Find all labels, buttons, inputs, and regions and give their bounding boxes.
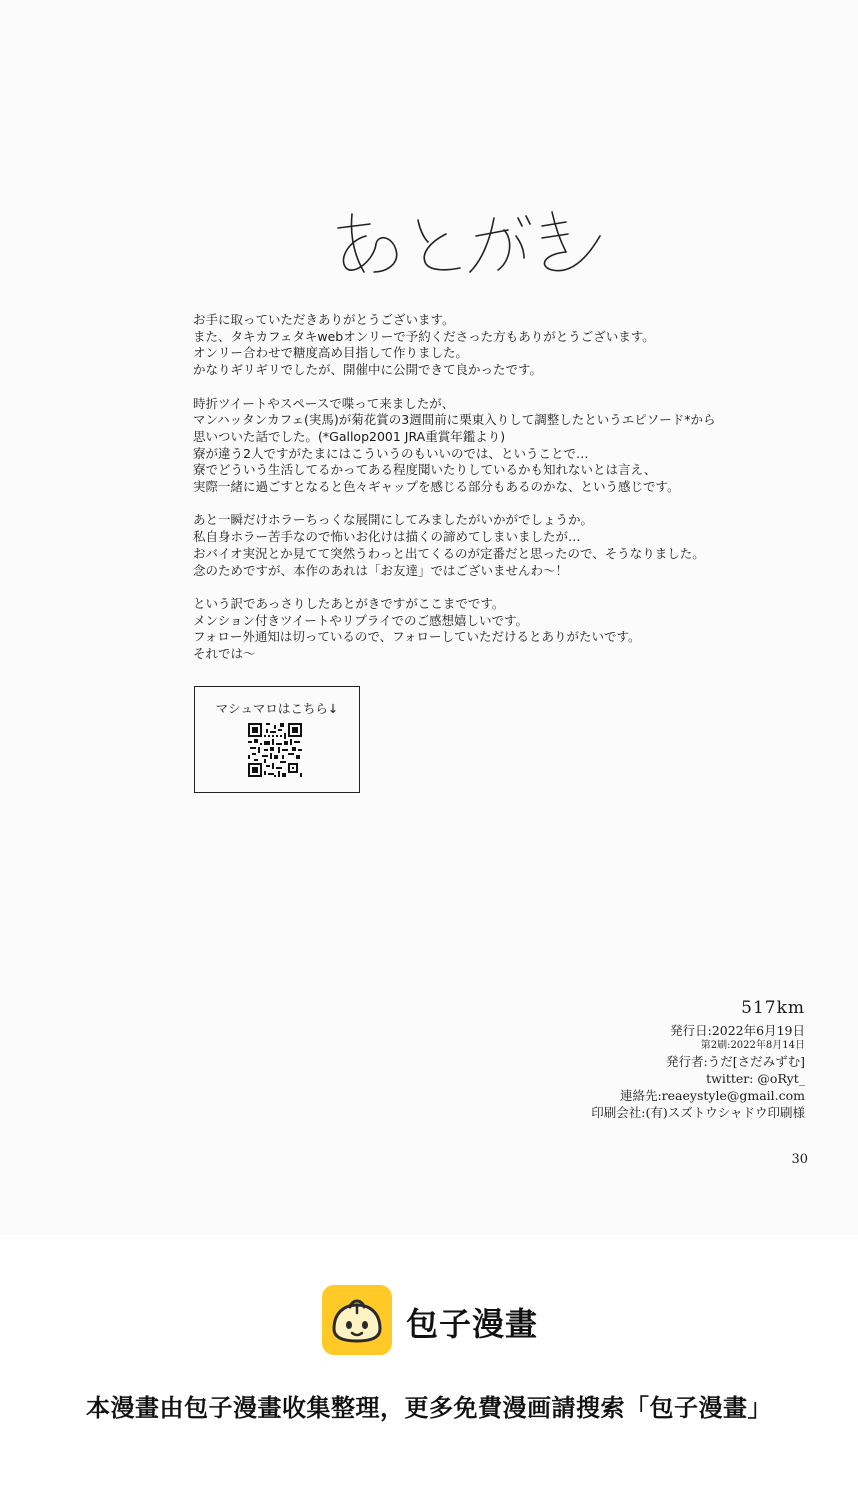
paragraph xyxy=(193,396,793,496)
marshmallow-qr-box xyxy=(194,686,360,793)
publisher: 発行者:うだ[さだみずむ] xyxy=(666,1054,805,1069)
afterword-handwritten-title xyxy=(330,200,610,290)
text-line: 思いついた話でした。(*Gallop2001 JRA重賞年鑑より) xyxy=(193,428,506,444)
brand-logo[interactable] xyxy=(322,1285,622,1355)
text-line: 寮でどういう生活してるかってある程度聞いたりしているかも知れないとは言え、 xyxy=(193,462,657,478)
contact-email: 連絡先:reaeystyle@gmail.com xyxy=(619,1088,805,1103)
brand-name: 包子漫畫 xyxy=(406,1305,539,1343)
text-line: 私自身ホラー苦手なので怖いお化けは描くの諦めてしまいましたが… xyxy=(193,529,581,545)
text-line: 寮が違う2人ですがたまにはこういうのもいいのでは、ということで… xyxy=(193,445,589,461)
paragraph xyxy=(193,512,793,579)
bun-mascot-icon xyxy=(322,1285,392,1355)
text-line: また、タキカフェタキwebオンリーで予約くださった方もありがとうございます。 xyxy=(193,328,655,344)
twitter-handle: twitter: @oRyt_ xyxy=(706,1071,805,1086)
qr-label: マシュマロはこちら↓ xyxy=(215,701,339,716)
paragraph xyxy=(193,312,793,379)
text-line: あと一瞬だけホラーちっくな展開にしてみましたがいかがでしょうか。 xyxy=(193,512,594,528)
text-line: 念のためですが、本作のあれは「お友達」ではございませんわ～！ xyxy=(193,562,569,578)
text-line: オンリー合わせで糖度高め目指して作りました。 xyxy=(193,345,469,361)
printer: 印刷会社:(有)スズトウシャドウ印刷様 xyxy=(591,1105,805,1120)
text-line: 実際一緒に過ごすとなると色々ギャップを感じる部分もあるのかな、という感じです。 xyxy=(193,479,680,495)
text-line: フォロー外通知は切っているので、フォローしていただけるとありがたいです。 xyxy=(193,629,641,645)
second-print-date: 第2刷:2022年8月14日 xyxy=(700,1040,805,1051)
circle-name: 517km xyxy=(741,998,805,1018)
text-line: という訳であっさりしたあとがきですがここまでです。 xyxy=(193,595,505,611)
text-line: メンション付きツイートやリプライでのご感想嬉しいです。 xyxy=(193,612,528,628)
text-line: マンハッタンカフェ(実馬)が菊花賞の3週間前に栗東入りして調整したというエピソード*から xyxy=(193,412,716,428)
publish-date: 発行日:2022年6月19日 xyxy=(670,1023,805,1038)
paragraph xyxy=(193,596,793,663)
text-line: かなりギリギリでしたが、開催中に公開できて良かったです。 xyxy=(193,362,543,378)
qr-code-icon[interactable] xyxy=(248,723,302,777)
colophon xyxy=(591,998,805,1121)
footer-notice: 本漫畫由包子漫畫收集整理，更多免費漫画請搜索「包子漫畫」 xyxy=(86,1394,772,1422)
afterword-body xyxy=(193,312,793,679)
text-line: 時折ツイートやスペースで喋って来ましたが、 xyxy=(193,395,455,411)
page-number: 30 xyxy=(791,1152,808,1167)
text-line: それでは〜 xyxy=(193,646,256,662)
text-line: おバイオ実況とか見てて突然うわっと出てくるのが定番だと思ったので、そうなりました。 xyxy=(193,545,705,561)
text-line: お手に取っていただきありがとうございます。 xyxy=(193,312,455,327)
